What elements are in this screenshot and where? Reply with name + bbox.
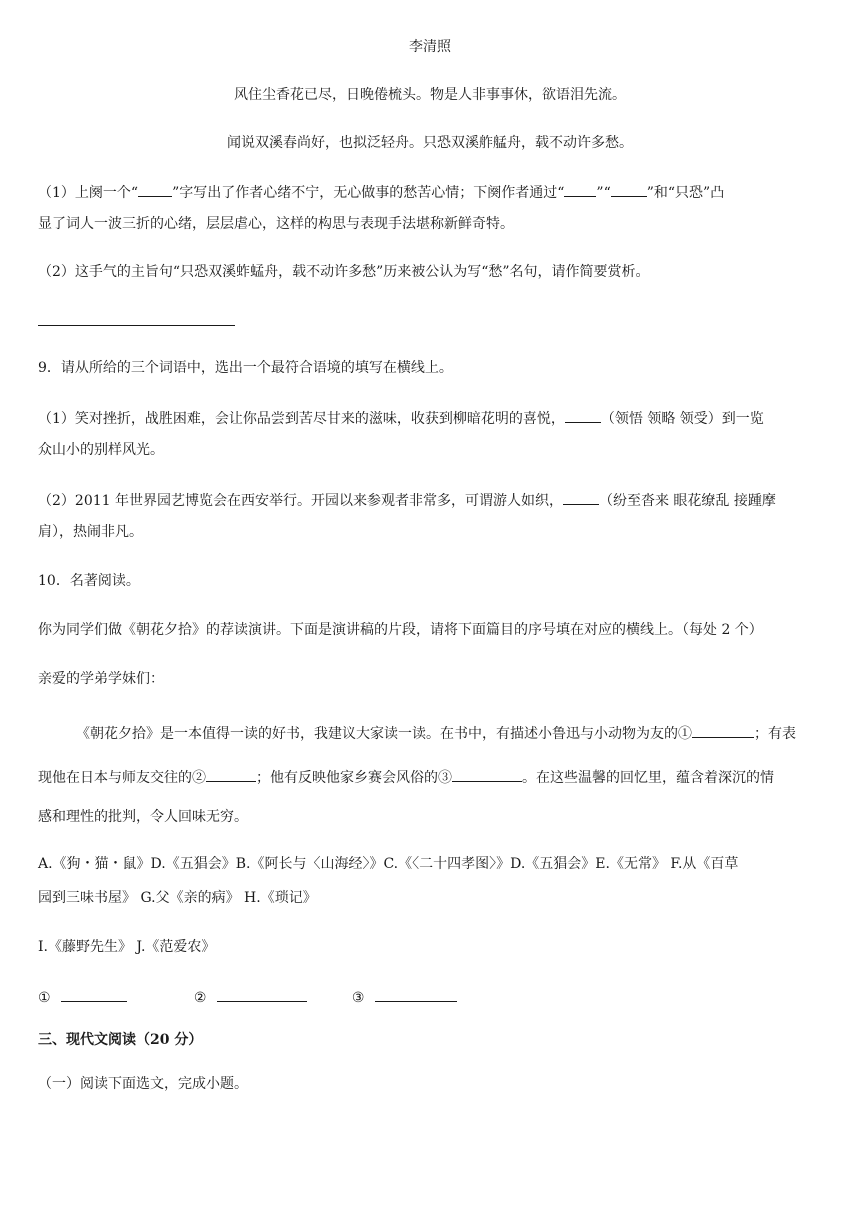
- q8-part1-line1: [38, 181, 826, 203]
- poem-line-2: 闻说双溪春尚好，也拟泛轻舟。只恐双溪舴艋舟，载不动许多愁。: [227, 135, 633, 151]
- q9-sentence1-line1: [38, 407, 826, 429]
- speech-text-b: ；有表: [754, 726, 796, 742]
- options-line2: 园到三味书屋》 G.父《亲的病》 H.《琐记》: [38, 890, 317, 906]
- answer-blank-3[interactable]: [452, 766, 522, 782]
- q9-sentence1-line2: 众山小的别样风光。: [38, 442, 164, 458]
- q9-title: 9．请从所给的三个词语中，选出一个最符合语境的填写在横线上。: [38, 360, 453, 376]
- answer-blank[interactable]: [564, 181, 596, 197]
- answer-label-3: ③: [351, 990, 365, 1006]
- answer-blank-1[interactable]: [692, 722, 754, 738]
- answer-field-2[interactable]: [217, 986, 307, 1002]
- speech-text-d: ；他有反映他家乡赛会风俗的③: [256, 770, 452, 786]
- answer-field-1[interactable]: [61, 986, 127, 1002]
- answer-label-2: ②: [193, 990, 207, 1006]
- q8-part1-line2: 显了词人一波三折的心绪，层层虐心，这样的构思与表现手法堪称新鲜奇特。: [38, 216, 514, 232]
- speech-text-e: 。在这些温馨的回忆里，蕴含着深沉的情: [522, 770, 774, 786]
- answer-blank[interactable]: [138, 181, 172, 197]
- speech-text-c: 现他在日本与师友交往的②: [38, 770, 206, 786]
- q9-sentence1-text-a: （1）笑对挫折，战胜困难，会让你品尝到苦尽甘来的滋味，收获到柳暗花明的喜悦，: [38, 411, 565, 427]
- section3-subtitle: （一）阅读下面选文，完成小题。: [38, 1076, 248, 1092]
- options-line1: A.《狗・猫・鼠》D.《五猖会》B.《阿长与〈山海经〉》C.《〈二十四孝图〉》D.《五猖会》E.《无常》 F.从《百草: [38, 856, 739, 872]
- q8-part1-text-b: ”字写出了作者心绪不宁，无心做事的愁苦心情；下阕作者通过“: [172, 185, 565, 201]
- q9-sentence2-text-b: （纷至沓来 眼花缭乱 接踵摩: [598, 493, 776, 509]
- answer-label-1: ①: [38, 990, 51, 1006]
- q10-intro: 你为同学们做《朝花夕拾》的荐读演讲。下面是演讲稿的片段，请将下面篇目的序号填在对应的横线上。（每处 2 个）: [38, 622, 763, 638]
- section3-title: 三、现代文阅读（20 分）: [38, 1032, 203, 1048]
- q10-greeting: 亲爱的学弟学妹们：: [38, 671, 164, 687]
- q8-part1-text-a: （1）上阕一个“: [38, 185, 139, 201]
- answer-blank[interactable]: [565, 407, 601, 423]
- q9-sentence2-line1: [38, 489, 826, 511]
- speech-line2: [38, 766, 826, 788]
- poem-line-1: 风住尘香花已尽，日晚倦梳头。物是人非事事休，欲语泪先流。: [234, 87, 626, 103]
- q9-sentence2-text-a: （2）2011 年世界园艺博览会在西安举行。开园以来参观者非常多，可谓游人如织，: [38, 493, 563, 509]
- q9-sentence1-text-b: （领悟 领略 领受）到一览: [600, 411, 764, 427]
- answer-field-3[interactable]: [375, 986, 457, 1002]
- q8-part1-text-d: ”和“只恐”凸: [646, 185, 725, 201]
- q9-sentence2-line2: 肩），热闹非凡。: [38, 524, 143, 540]
- options-line3: I.《藤野先生》 J.《范爱农》: [38, 939, 216, 955]
- answer-row: [38, 986, 826, 1008]
- speech-line1: [76, 722, 826, 744]
- q8-part1-text-c: ”“: [596, 185, 611, 201]
- q10-title: 10．名著阅读。: [38, 573, 140, 589]
- q8-part2: （2）这手气的主旨句“只恐双溪蚱蜢舟，载不动许多愁”历来被公认为写“愁”名句，请作简要赏析。: [38, 264, 650, 280]
- speech-text-a: 《朝花夕拾》是一本值得一读的好书，我建议大家读一读。在书中，有描述小鲁迅与小动物为友的①: [76, 726, 692, 742]
- answer-blank[interactable]: [611, 181, 647, 197]
- answer-blank[interactable]: [563, 489, 599, 505]
- speech-line3: 感和理性的批判，令人回味无穷。: [38, 809, 248, 825]
- answer-line[interactable]: [38, 325, 235, 326]
- answer-blank-2[interactable]: [206, 766, 256, 782]
- poem-author: 李清照: [409, 39, 451, 55]
